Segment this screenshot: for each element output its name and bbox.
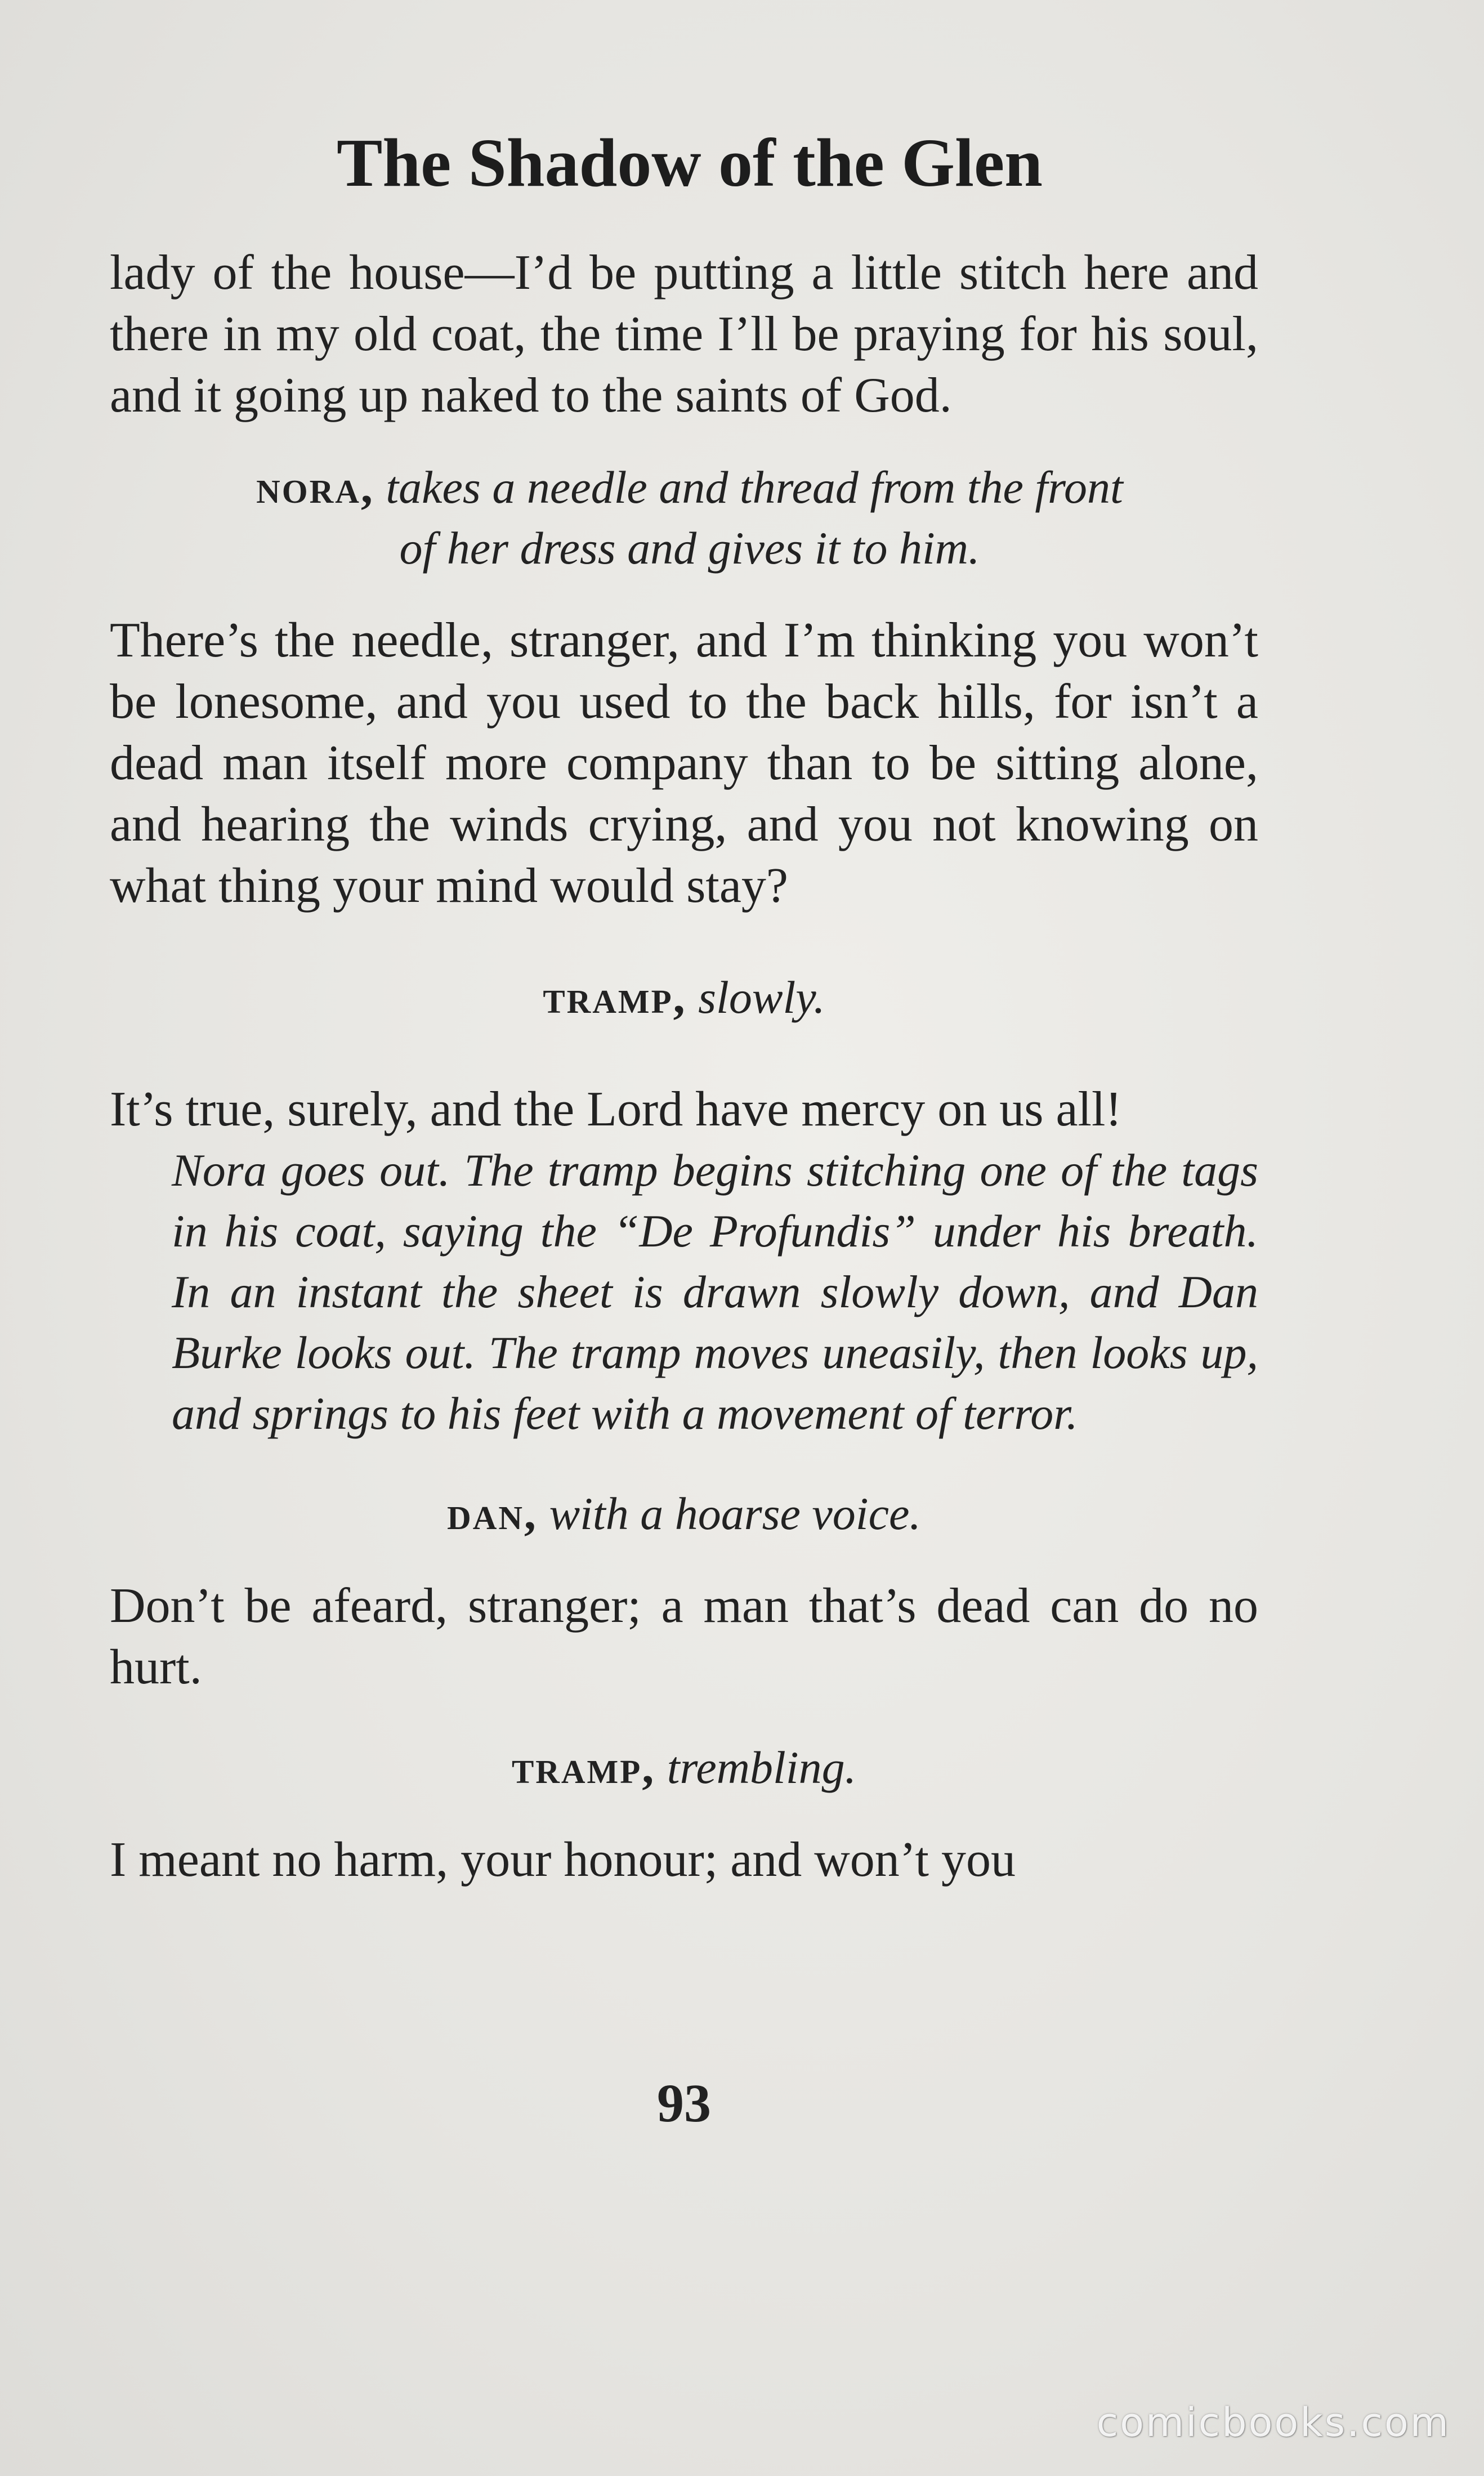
watermark: comicbooks.com [1096,2399,1450,2446]
page-number: 93 [657,2073,711,2133]
speaker-heading-tramp-2 [110,1737,1258,1798]
page-body [110,242,1258,1890]
manner-tramp-1: slowly. [698,972,825,1023]
speaker-tramp-2: tramp, [511,1741,656,1794]
speaker-dan: dan, [447,1487,538,1540]
speaker-tramp-1: tramp, [543,971,687,1024]
stage-direction-nora-line1: takes a needle and thread from the front [386,462,1123,513]
speaker-heading-dan [110,1483,1258,1544]
manner-tramp-2: trembling. [667,1742,857,1793]
manner-dan: with a hoarse voice. [549,1488,921,1539]
speaker-heading-tramp-1 [110,967,1258,1028]
running-head: The Shadow of the Glen [336,125,1043,201]
dialogue-paragraph-1: lady of the house—I’d be putting a little stitch here and there in my old coat, the time I’ll be praying for his soul, and it going up naked to the saints of God. [110,245,1258,423]
dialogue-paragraph-3: It’s true, surely, and the Lord have mercy on us all! [110,1082,1122,1137]
dialogue-paragraph-2: There’s the needle, stranger, and I’m thinking you won’t be lonesome, and you used to the back hills, for isn’t a dead man itself more company than to be sitting alone, and hearing the winds crying, and you not knowing on what thing your mind would stay? [110,613,1258,913]
stage-direction-block: Nora goes out. The tramp begins stitching one of the tags in his coat, saying the “De Profundis” under his breath. In an instant the sheet is drawn slowly down, and Dan Burke looks out. The tramp moves uneasily, then looks up, and springs to his feet with a movement of terror. [172,1145,1258,1439]
speaker-nora: nora, [256,461,374,513]
stage-direction-nora-line2: of her dress and gives it to him. [399,522,980,574]
dialogue-paragraph-5: I meant no harm, your honour; and won’t you [110,1833,1016,1887]
dialogue-paragraph-4: Don’t be afeard, stranger; a man that’s dead can do no hurt. [110,1579,1258,1695]
stage-direction-nora [110,457,1258,579]
